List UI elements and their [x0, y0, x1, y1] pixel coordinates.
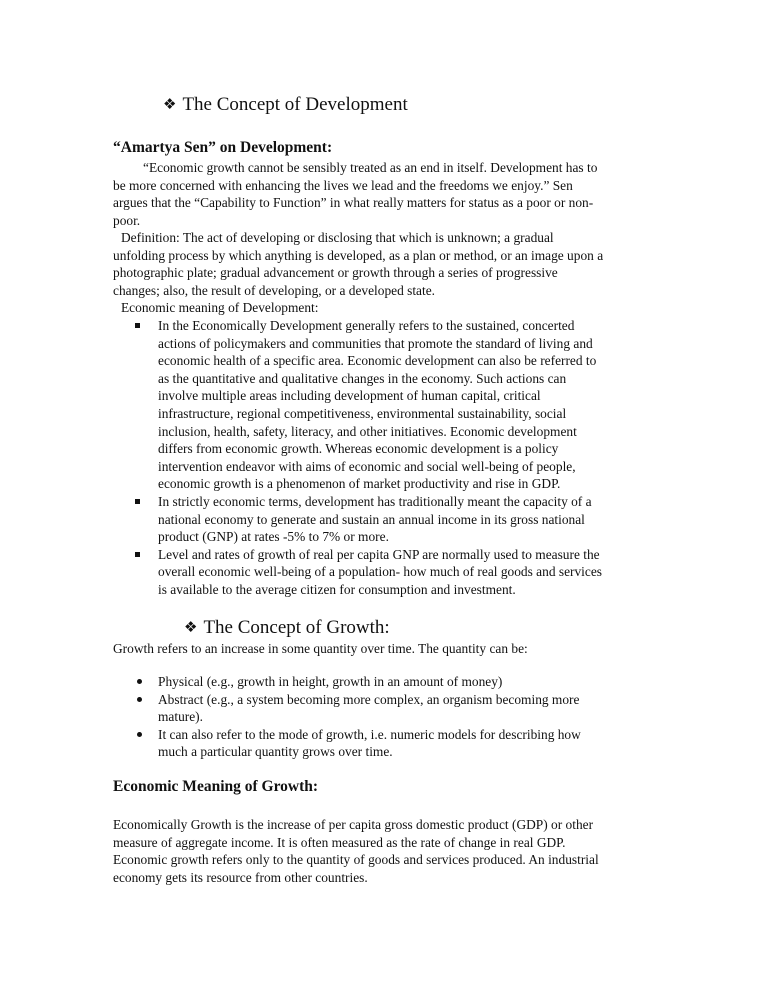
list-item-line: economic health of a specific area. Economic development can also be referred to: [158, 353, 597, 369]
paragraph-line: argues that the “Capability to Function” in what really matters for status as a poor or non-: [113, 195, 594, 211]
round-bullet-icon: [137, 679, 142, 684]
round-bullet-icon: [137, 732, 142, 737]
growth-intro: Growth refers to an increase in some quantity over time. The quantity can be:: [113, 641, 528, 656]
list-item: [158, 317, 678, 493]
four-diamond-ornament-icon: ❖: [184, 618, 198, 636]
development-bullet-list: [158, 317, 678, 599]
list-item-line: It can also refer to the mode of growth, i.e. numeric models for describing how: [158, 726, 581, 742]
paragraph-line: measure of aggregate income. It is often measured as the rate of change in real GDP.: [113, 834, 566, 850]
list-item-line: national economy to generate and sustain an annual income in its gross national: [158, 511, 585, 527]
paragraph-line: changes; also, the result of developing, or a developed state.: [113, 282, 436, 298]
paragraph-line: poor.: [113, 212, 141, 228]
growth-bullet-list: [158, 673, 678, 761]
paragraph-line: “Economic growth cannot be sensibly treated as an end in itself. Development has to: [143, 160, 598, 175]
list-item-line: differs from economic growth. Whereas economic development is a policy: [158, 441, 559, 457]
economic-growth-paragraph: [113, 816, 673, 886]
list-item-line: infrastructure, regional competitiveness, environmental sustainability, social: [158, 405, 567, 421]
heading-growth: [184, 617, 390, 639]
list-item-line: Level and rates of growth of real per capita GNP are normally used to measure the: [158, 546, 600, 562]
heading-development: [163, 94, 408, 116]
list-item-line: intervention endeavor with aims of economic and social well-being of people,: [158, 458, 576, 474]
list-item: [158, 691, 678, 726]
list-item: [158, 726, 678, 761]
list-item-line: mature).: [158, 709, 203, 725]
list-item-line: inclusion, health, safety, literacy, and other initiatives. Economic development: [158, 423, 577, 439]
list-item-line: involve multiple areas including development of human capital, critical: [158, 388, 541, 404]
paragraph-line: be more concerned with enhancing the lives we lead and the freedoms we enjoy.” Sen: [113, 177, 573, 193]
list-item-line: Physical (e.g., growth in height, growth in an amount of money): [158, 674, 503, 689]
four-diamond-ornament-icon: ❖: [163, 95, 177, 113]
paragraph-line: Economically Growth is the increase of per capita gross domestic product (GDP) or other: [113, 817, 594, 832]
list-item-line: In the Economically Development generally refers to the sustained, concerted: [158, 318, 575, 333]
square-bullet-icon: [135, 499, 140, 504]
list-item-line: much a particular quantity grows over time.: [158, 744, 393, 760]
list-item: [158, 493, 678, 546]
square-bullet-icon: [135, 552, 140, 557]
list-item-line: Abstract (e.g., a system becoming more complex, an organism becoming more: [158, 691, 580, 707]
list-item-line: In strictly economic terms, development has traditionally meant the capacity of a: [158, 493, 592, 509]
definition-paragraph: [113, 229, 673, 299]
list-item-line: as the quantitative and qualitative changes in the economy. Such actions can: [158, 370, 567, 386]
sen-heading: “Amartya Sen” on Development:: [113, 139, 333, 156]
paragraph-line: unfolding process by which anything is developed, as a plan or method, or an image upon a: [113, 247, 604, 263]
list-item: [158, 673, 678, 691]
list-item: [158, 546, 678, 599]
square-bullet-icon: [135, 323, 140, 328]
round-bullet-icon: [137, 697, 142, 702]
paragraph-line: photographic plate; gradual advancement or growth through a series of progressive: [113, 265, 558, 281]
list-item-line: is available to the average citizen for consumption and investment.: [158, 581, 516, 597]
list-item-line: product (GNP) at rates -5% to 7% or more.: [158, 529, 389, 545]
heading-growth-text: The Concept of Growth:: [203, 617, 390, 638]
paragraph-line: Definition: The act of developing or disclosing that which is unknown; a gradual: [121, 230, 554, 245]
sen-paragraph: [113, 159, 673, 229]
economic-meaning-label: Economic meaning of Development:: [121, 300, 319, 315]
paragraph-line: Economic growth refers only to the quantity of goods and services produced. An industrial: [113, 852, 599, 868]
heading-development-text: The Concept of Development: [182, 94, 408, 115]
list-item-line: actions of policymakers and communities that promote the standard of living and: [158, 335, 593, 351]
list-item-line: economic growth is a phenomenon of market productivity and rise in GDP.: [158, 476, 561, 492]
list-item-line: overall economic well-being of a population- how much of real goods and services: [158, 564, 602, 580]
paragraph-line: economy gets its resource from other countries.: [113, 869, 368, 885]
heading-economic-growth: Economic Meaning of Growth:: [113, 778, 319, 795]
